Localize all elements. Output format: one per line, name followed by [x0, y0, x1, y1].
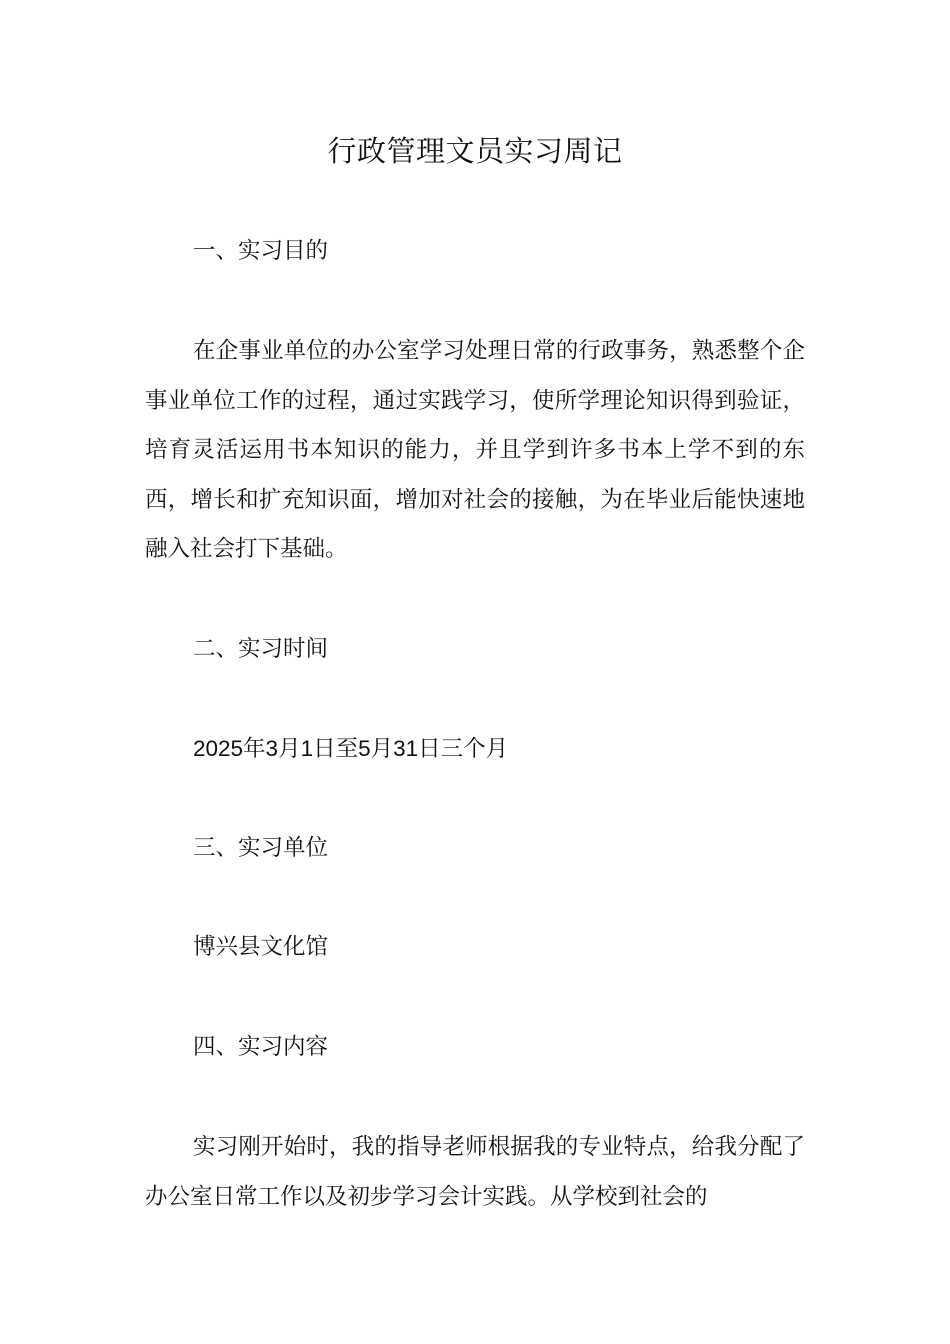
- section-body-content: 实习刚开始时，我的指导老师根据我的专业特点，给我分配了办公室日常工作以及初步学习会计实践。从学校到社会的: [145, 1134, 805, 1210]
- section-heading-time: 二、实习时间: [193, 636, 329, 662]
- section-body-unit: 博兴县文化馆: [193, 934, 329, 960]
- section-body-time: 2025年3月1日至5月31日三个月: [193, 736, 509, 761]
- section-heading-content: 四、实习内容: [193, 1034, 329, 1060]
- section-heading-unit: 三、实习单位: [193, 835, 329, 861]
- document-title: 行政管理文员实习周记: [327, 134, 623, 168]
- section-heading-purpose: 一、实习目的: [193, 238, 329, 264]
- section-body-purpose: 在企事业单位的办公室学习处理日常的行政事务，熟悉整个企事业单位工作的过程，通过实践学习，使所学理论知识得到验证，培育灵活运用书本知识的能力，并且学到许多书本上学不到的东西，增长和扩充知识面，增加对社会的接触，为在毕业后能快速地融入社会打下基础。: [145, 338, 805, 562]
